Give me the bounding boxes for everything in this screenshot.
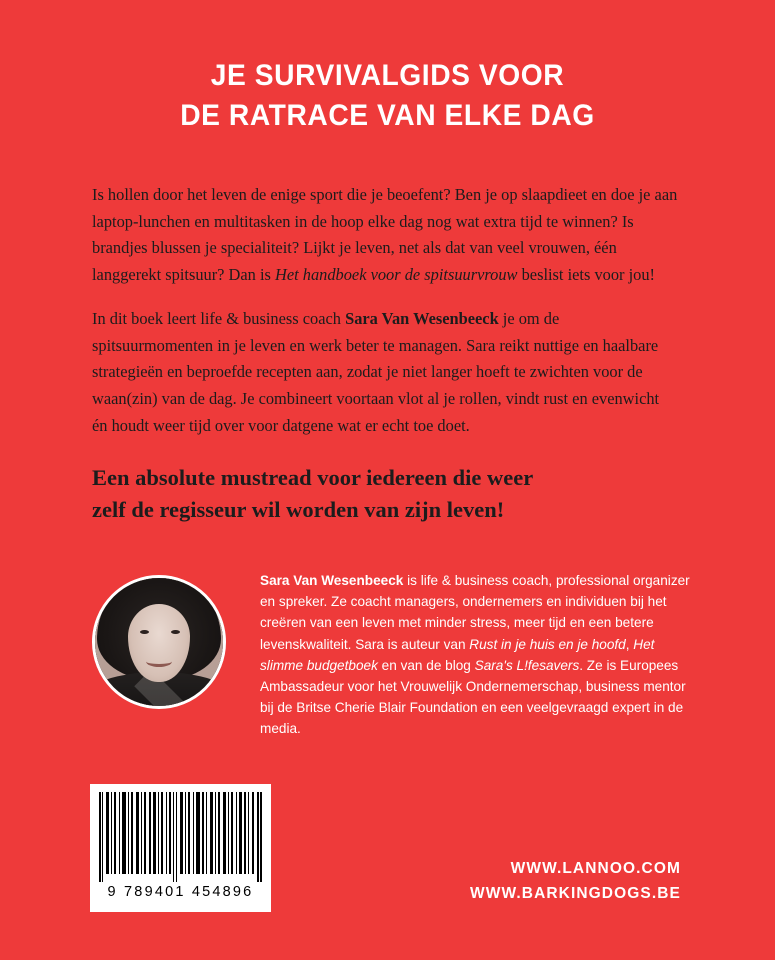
tagline-line-2: zelf de regisseur wil worden van zijn leven! [92, 496, 505, 522]
barcode-digits: 9 789401 454896 [107, 884, 254, 900]
url-lannoo[interactable]: WWW.LANNOO.COM [510, 860, 681, 877]
author-name-inline: Sara Van Wesenbeeck [345, 309, 499, 329]
author-bio-text [260, 570, 690, 740]
author-blog-title: Sara's L!fesavers [474, 657, 580, 673]
author-bio-part-3: en van de blog [377, 657, 475, 673]
blurb-p2-part2: je om de spitsuurmomenten in je leven en werk beter te managen. Sara reikt nuttige en haalbare strategieën en beproefde recepten aan, zodat je niet langer hoeft te zwichten voor de waan(zin) van de dag. Je combineert voortaan vlot al je rollen, vindt rust en evenwicht én houdt weer tijd over voor datgene wat er echt toe doet. [92, 309, 660, 435]
blurb-p2-part1: In dit boek leert life & business coach [92, 309, 346, 329]
blurb-p1-part2: beslist iets voor jou! [517, 264, 655, 284]
author-name: Sara Van Wesenbeeck [260, 573, 404, 588]
author-portrait-photo [95, 578, 223, 706]
tagline [92, 462, 692, 526]
eye-left-shape [140, 630, 149, 634]
eye-right-shape [171, 630, 180, 634]
author-bio-part-2: , [625, 636, 634, 652]
blurb-paragraph-2 [92, 306, 678, 439]
headline-line-2: DE RATRACE VAN ELKE DAG [180, 98, 595, 132]
avatar [92, 575, 226, 709]
blurb-paragraph-1 [92, 182, 678, 288]
ean13-barcode [90, 784, 271, 912]
author-bio-part-4: . Ze is Europees Ambassadeur voor het Vrouwelijk Ondernemerschap, business mentor bij de Britse Cherie Blair Foundation en een veelgevraagd expert in de media. [260, 657, 686, 737]
page-title [23, 56, 752, 135]
tagline-line-1: Een absolute mustread voor iedereen die weer [92, 465, 534, 490]
author-book-title-1: Rust in je huis en je hoofd [469, 636, 626, 652]
url-barkingdogs[interactable]: WWW.BARKINGDOGS.BE [470, 885, 681, 903]
headline-line-1: JE SURVIVALGIDS VOOR [210, 59, 565, 92]
blurb-p1-part1: Is hollen door het leven de enige sport die je beoefent? Ben je op slaapdieet en doe je aan laptop-lunchen en multitasken in de hoop elke dag nog wat extra tijd te winnen? Is brandjes blussen je specialiteit? Lijkt je leven, net als dat van veel vrouwen, één langgerekt spitsuur? Dan is [92, 185, 678, 284]
blurb-text [92, 182, 678, 457]
smile-shape [146, 656, 172, 667]
publisher-urls [470, 856, 681, 906]
barcode-bars-icon [99, 792, 262, 882]
author-book-title-2: Het slimme budgetboek [260, 636, 655, 673]
author-bio-part-1: is life & business coach, professional organizer en spreker. Ze coacht managers, ondernemers en individuen bij het creëren van een leven met minder stress, meer tijd en een betere levenskwaliteit. Sara is auteur van [260, 573, 690, 652]
book-title-italic: Het handboek voor de spitsuurvrouw [275, 264, 518, 284]
